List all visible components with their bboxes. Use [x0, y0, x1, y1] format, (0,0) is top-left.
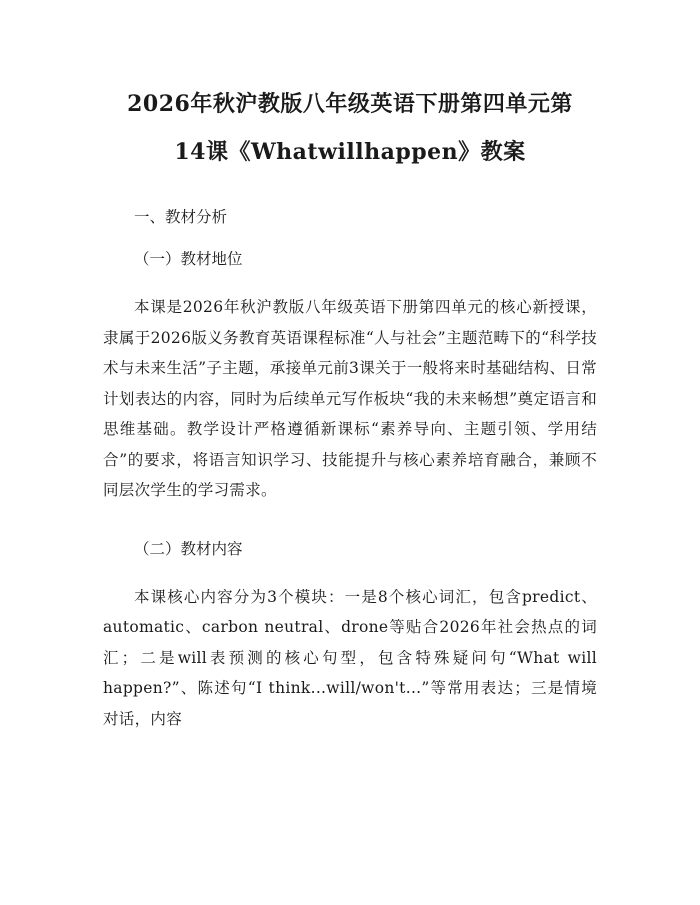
title-line-1: 2026年秋沪教版八年级英语下册第四单元第 — [127, 91, 573, 117]
subsection-heading-textbook-position: （一）教材地位 — [134, 250, 243, 268]
section-heading-textbook-analysis: 一、教材分析 — [134, 208, 228, 226]
title-line-2: 14课《Whatwillhappen》教案 — [174, 139, 526, 165]
paragraph-textbook-content: 本课核心内容分为3个模块：一是8个核心词汇，包含predict、automatic、carbon neutral、drone等贴合2026年社会热点的词汇；二是will表预测的核心句型，包含特殊疑问句“What will happen?”、陈述句“I think...will/won't...”等常用表达；三是情境对话，内容 — [103, 587, 597, 728]
document-title — [103, 80, 597, 176]
subsection-heading-textbook-content: （二）教材内容 — [134, 539, 243, 558]
paragraph-textbook-position: 本课是2026年秋沪教版八年级英语下册第四单元的核心新授课，隶属于2026版义务教育英语课程标准“人与社会”主题范畴下的“科学技术与未来生活”子主题，承接单元前3课关于一般将来时基础结构、日常计划表达的内容，同时为后续单元写作板块“我的未来畅想”奠定语言和思维基础。教学设计严格遵循新课标“素养导向、主题引领、学用结合”的要求，将语言知识学习、技能提升与核心素养培育融合，兼顾不同层次学生的学习需求。 — [103, 298, 597, 499]
